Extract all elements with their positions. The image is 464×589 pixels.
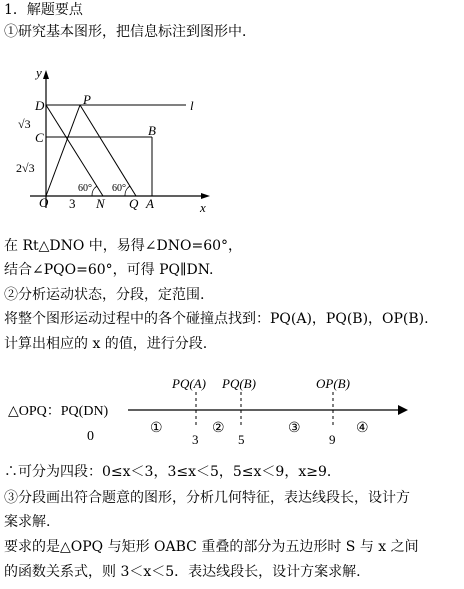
step1-text: ①研究基本图形，把信息标注到图形中． [4,24,256,40]
label-N: N [96,196,105,211]
nl-seg-2: ② [212,421,225,436]
text-line-4: 将整个图形运动过程中的各个碰撞点找到：PQ(A)，PQ(B)，OP(B). [4,311,429,327]
label-l: l [190,98,194,113]
nl-seg-4: ④ [356,421,369,436]
text-line-10: 的函数关系式，则 3＜x＜5．表达线段长，设计方案求解. [4,564,361,580]
label-2sqrt3: 2√3 [16,161,35,175]
label-D: D [35,98,45,113]
text-line-6: ∴可分为四段：0≤x＜3，3≤x＜5，5≤x＜9，x≥9． [4,464,341,480]
nl-top-b: PQ(B) [222,376,256,391]
label-C: C [35,130,44,145]
text-line-3: ②分析运动状态，分段，定范围. [4,287,205,303]
text-line-8: 案求解. [4,514,51,530]
nl-top-c: OP(B) [316,376,350,391]
heading: 1．解题要点 [4,2,83,18]
nl-seg-1: ① [150,421,163,436]
label-B: B [148,123,156,138]
nl-zero: 0 [87,429,94,444]
label-x: x [200,200,206,215]
text-line-7: ③分段画出符合题意的图形，分析几何特征，表达线段长，设计方 [4,490,410,506]
label-y: y [36,65,42,80]
y-axis-arrow [43,70,49,79]
text-line-2: 结合∠PQO=60°，可得 PQ∥DN. [4,262,214,278]
nl-left-label: △OPQ：PQ(DN) [8,404,109,419]
nl-seg-3: ③ [288,421,301,436]
label-sqrt3: √3 [18,117,31,131]
label-angle-N: 60° [78,183,92,194]
angle-arc-N [92,186,97,196]
x-axis-arrow [201,193,210,199]
number-line-arrow [398,405,408,415]
nl-val-9: 9 [329,432,336,447]
label-O: O [39,195,49,210]
label-3: 3 [69,196,76,211]
label-angle-Q: 60° [112,183,126,194]
nl-top-a: PQ(A) [172,376,206,391]
nl-val-5: 5 [238,432,245,447]
nl-val-3: 3 [192,432,199,447]
label-A: A [146,196,154,211]
text-line-1: 在 Rt△DNO 中，易得∠DNO=60°， [4,238,243,254]
label-Q: Q [129,196,139,211]
text-line-5: 计算出相应的 x 的值，进行分段. [4,336,208,352]
text-line-9: 要求的是△OPQ 与矩形 OABC 重叠的部分为五边形时 S 与 x 之间 [4,539,419,555]
label-P: P [83,92,91,107]
